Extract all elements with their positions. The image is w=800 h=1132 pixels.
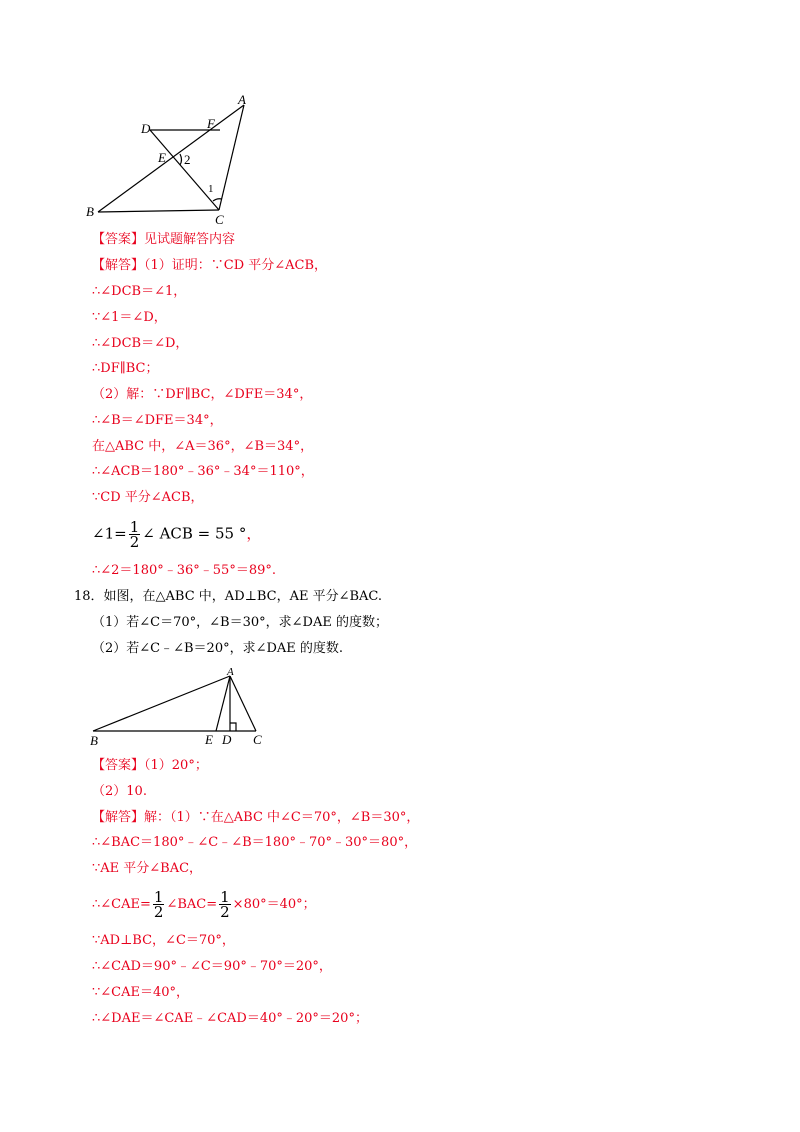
q17-solution-line: ∴∠DCB＝∠D， <box>92 336 189 351</box>
label-angle-1: 1 <box>208 183 214 195</box>
fraction-half: $\frac{1}{2}$ <box>220 888 230 921</box>
label-D: D <box>141 121 151 136</box>
q18-solution-line: 【解答】解：（1）∵在△ABC 中∠C＝70°，∠B＝30°， <box>92 810 420 825</box>
label-C: C <box>253 732 262 747</box>
q17-solution-line: （2）解：∵DF∥BC，∠DFE＝34°， <box>92 387 313 402</box>
q18-solution-line: ∴∠DAE＝∠CAE﹣∠CAD＝40°﹣20°＝20°； <box>92 1011 368 1026</box>
q18-solution-line: ∴∠CAD＝90°﹣∠C＝90°﹣70°＝20°， <box>92 959 332 974</box>
q18-solution-line: ∵∠CAE＝40°， <box>92 985 190 1000</box>
q18-fraction-line <box>92 890 316 919</box>
fraction-tail: ， <box>246 524 262 543</box>
q17-solution-line: ∴∠DCB＝∠1， <box>92 284 187 299</box>
q17-solution-line: ∵CD 平分∠ACB， <box>92 490 204 505</box>
label-E: E <box>158 150 166 165</box>
q18-part-2: （2）若∠C﹣∠B＝20°，求∠DAE 的度数. <box>92 641 344 656</box>
label-F: F <box>207 116 215 131</box>
label-B: B <box>90 733 98 748</box>
triangle-figure-1 <box>86 92 266 227</box>
q17-solution-line: ∵∠1＝∠D， <box>92 310 167 325</box>
label-D: D <box>222 732 232 747</box>
q18-stem: 18．如图，在△ABC 中，AD⊥BC，AE 平分∠BAC. <box>74 589 383 604</box>
triangle-figure-2 <box>88 664 268 748</box>
q17-solution-line: ∴∠ACB＝180°﹣36°﹣34°＝110°， <box>92 464 314 479</box>
q18-solution-line: ∵AD⊥BC，∠C＝70°， <box>92 933 235 948</box>
fraction-half: $\frac{1}{2}$ <box>129 518 140 551</box>
fraction-prefix: ∠1= <box>92 524 127 543</box>
q18-answer-1: 【答案】（1）20°； <box>92 758 208 773</box>
fraction-half: $\frac{1}{2}$ <box>153 888 164 921</box>
q17-solution-line: ∴DF∥BC； <box>92 361 159 376</box>
label-angle-2: 2 <box>184 152 191 167</box>
q17-answer: 【答案】见试题解答内容 <box>92 232 236 247</box>
fraction-mid: ∠BAC= <box>166 897 218 912</box>
q17-solution-line: ∴∠B＝∠DFE＝34°， <box>92 413 223 428</box>
q18-solution-line: ∵AE 平分∠BAC， <box>92 861 203 876</box>
q17-solution-line: 【解答】（1）证明：∵CD 平分∠ACB， <box>92 258 328 273</box>
label-C: C <box>215 212 224 227</box>
label-A: A <box>238 92 246 107</box>
q17-final-line: ∴∠2＝180°﹣36°﹣55°＝89°. <box>92 563 277 578</box>
q18-part-1: （1）若∠C＝70°，∠B＝30°，求∠DAE 的度数； <box>92 615 388 630</box>
label-A: A <box>227 666 234 678</box>
q17-solution-line: 在△ABC 中，∠A＝36°，∠B＝34°， <box>92 439 314 454</box>
q18-answer-2: （2）10. <box>92 784 147 799</box>
q17-fraction-line <box>92 520 261 549</box>
label-B: B <box>86 204 94 219</box>
fraction-suffix: ∠ ACB = 55 ° <box>142 524 247 543</box>
q18-solution-line: ∴∠BAC＝180°﹣∠C﹣∠B＝180°﹣70°﹣30°＝80°， <box>92 835 418 850</box>
label-E: E <box>205 732 213 747</box>
fraction-prefix: ∴∠CAE= <box>92 897 151 912</box>
fraction-suffix: ×80°＝40°； <box>232 897 316 912</box>
